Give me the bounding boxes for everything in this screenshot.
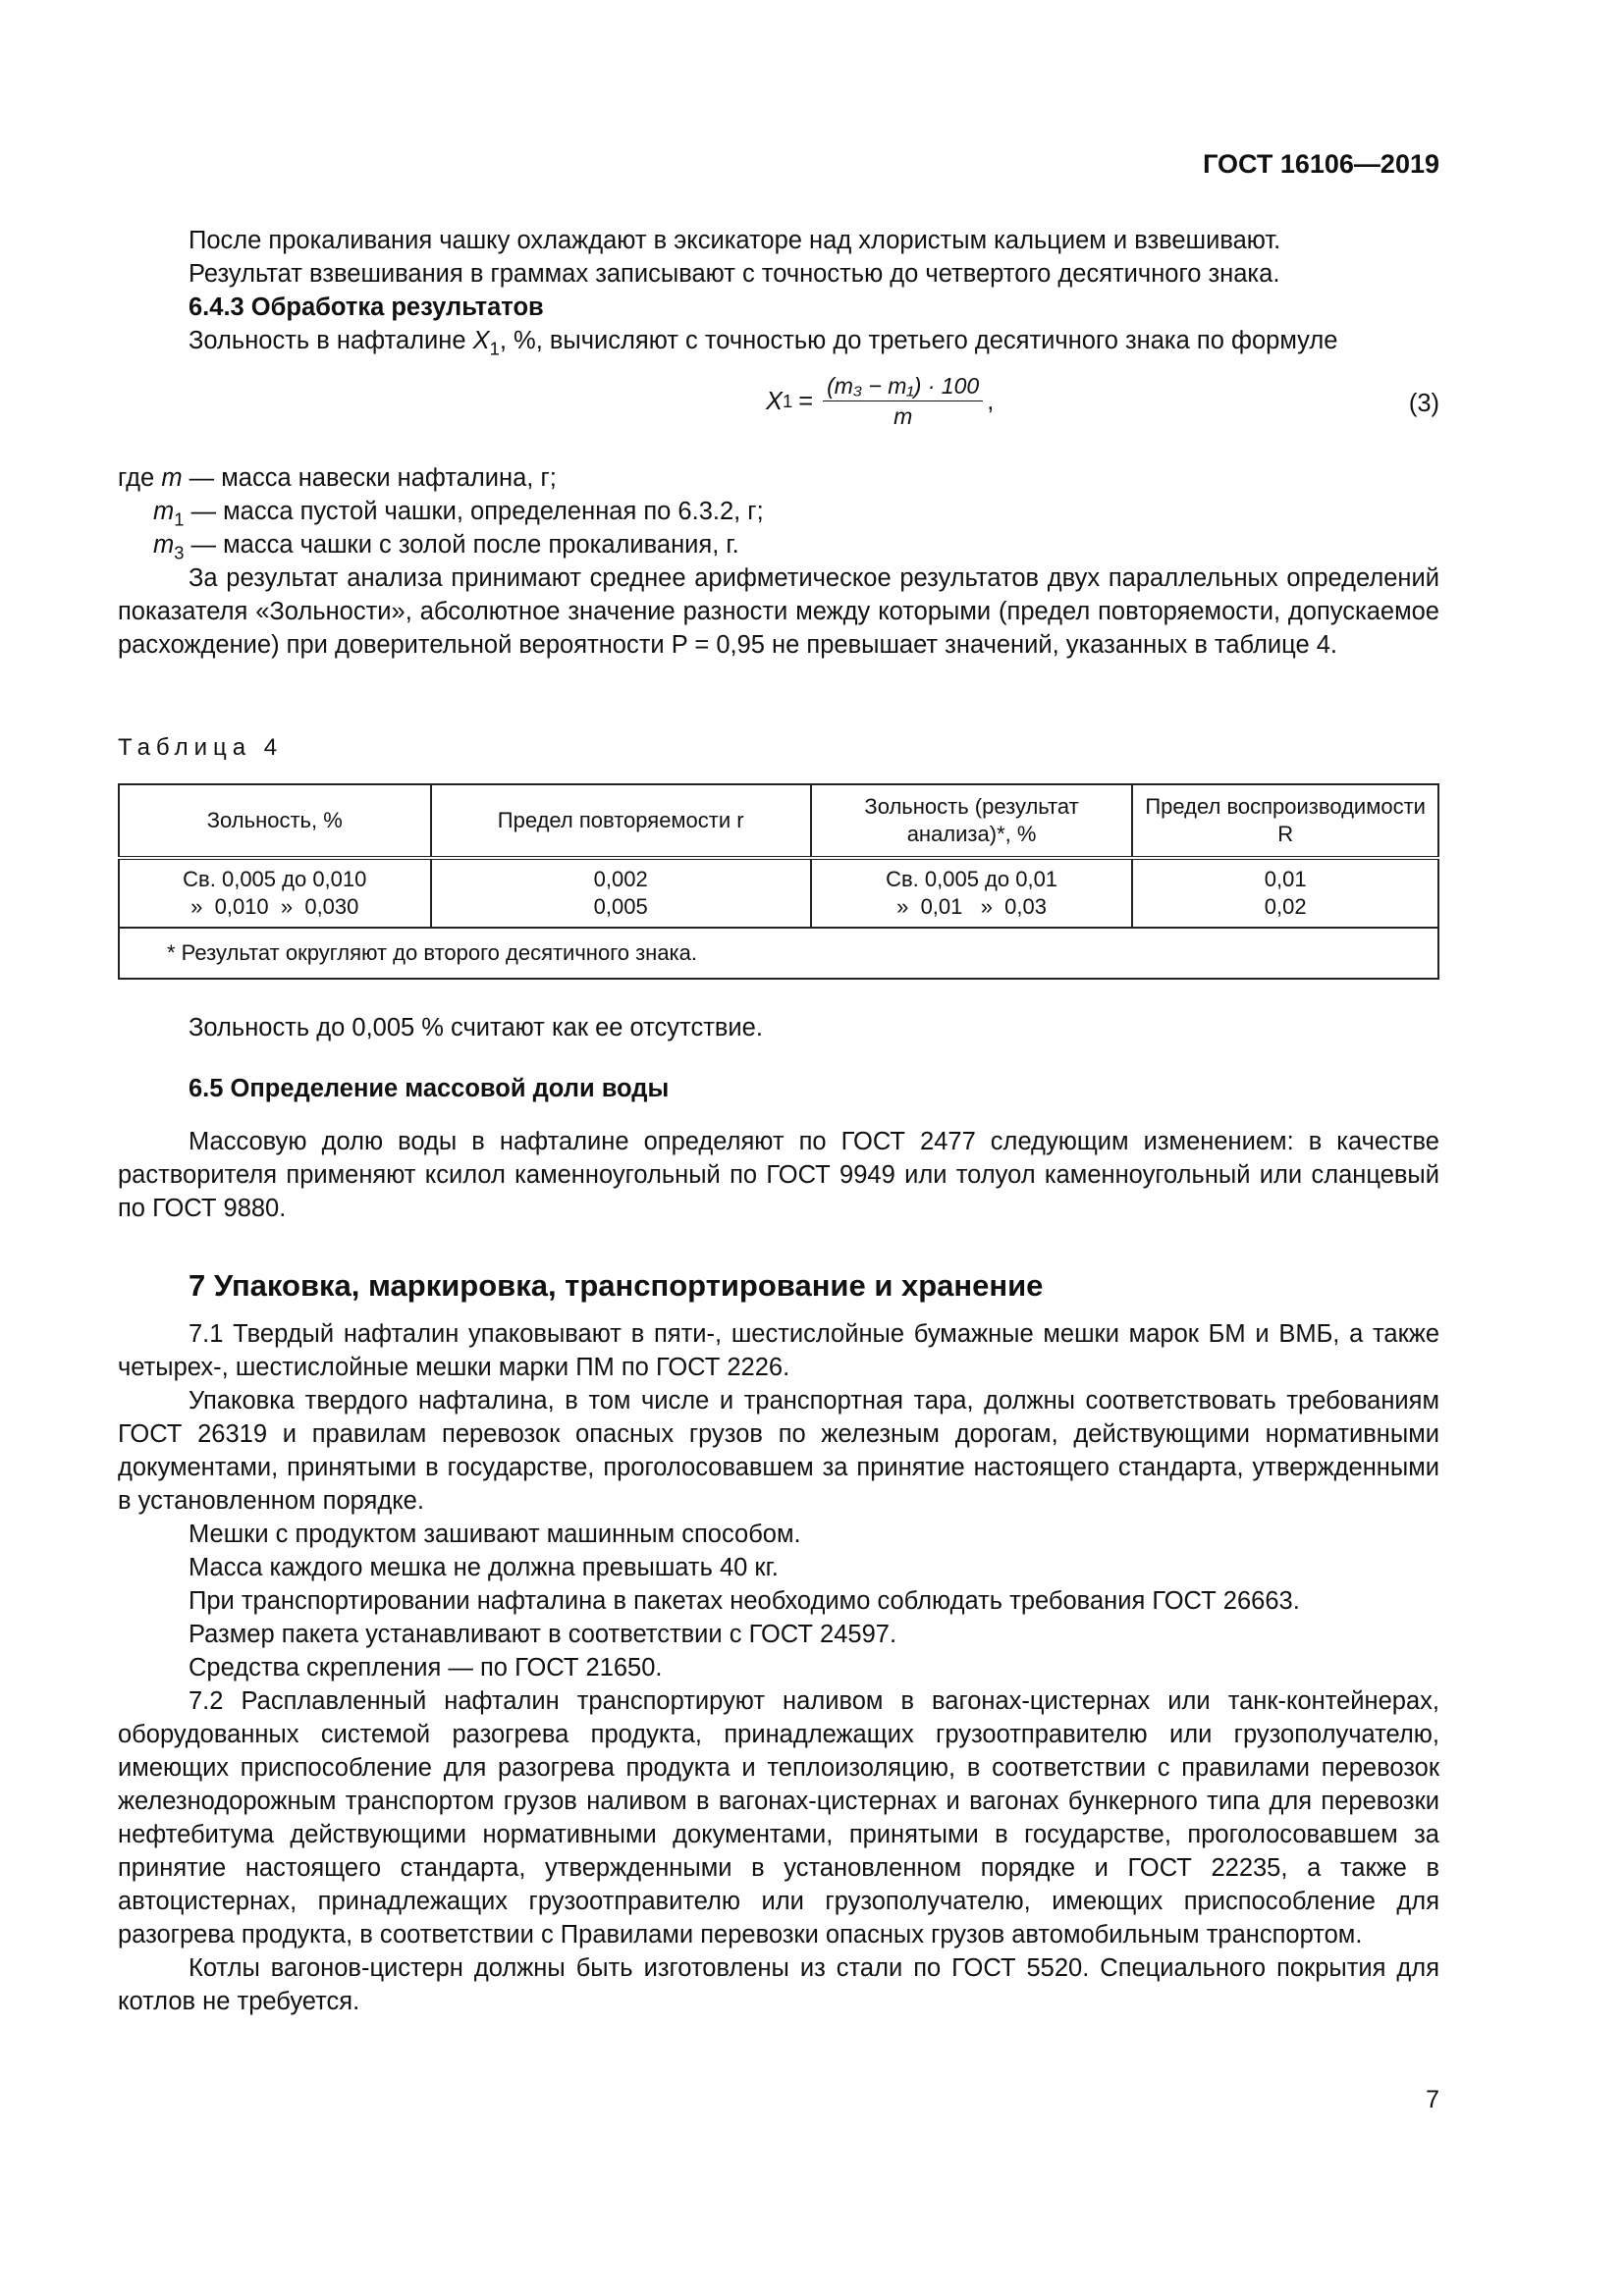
where-line-1: где m — масса навески нафталина, г; [118, 464, 557, 492]
table-4 [118, 783, 1439, 980]
section-7-sewing: Мешки с продуктом зашивают машинным способом. [189, 1521, 801, 1548]
where-line-2: $m_1$ — масса пустой чашки, определенная по 6.3.2, г; [153, 498, 764, 530]
result-paragraph: За результат анализа принимают среднее арифметическое результатов двух параллельных определений показателя «Зольности», абсолютное значение разности между которыми (предел повторяемости, допускаемое расхождение) при доверительной вероятности P = 0,95 не превышает значений, указанных в таблице 4. [118, 564, 1439, 659]
absent-note-block [118, 1011, 1439, 1044]
page-number: 7 [1426, 2086, 1439, 2113]
table-cell: 0,01 0,02 [1132, 858, 1438, 928]
intro-block [118, 224, 1439, 357]
section-6-5-text: Массовую долю воды в нафталине определяют по ГОСТ 2477 следующим изменением: в качестве растворителя применяют ксилол каменноугольный по ГОСТ 9949 или толуол каменноугольный или сланцевый по ГОСТ 9880. [118, 1128, 1439, 1222]
section-7-size: Размер пакета устанавливают в соответствии с ГОСТ 24597. [189, 1621, 897, 1648]
section-6-4-3-text: Зольность в нафталине $X_1$, %, вычисляют с точностью до третьего десятичного знака по формуле [189, 327, 1338, 359]
var-x: X [472, 327, 490, 354]
document-header: ГОСТ 16106—2019 [1203, 149, 1439, 179]
absent-note: Зольность до 0,005 % считают как ее отсутствие. [189, 1014, 763, 1041]
table-header-cell: Зольность (результат анализа)*, % [811, 784, 1132, 858]
formula-expression: X 1 = $\frac{\text{(m₃ − m₁) · 100}}{m}$ , [766, 373, 995, 429]
section-7-2: 7.2 Расплавленный нафталин транспортируют наливом в вагонах-цистернах или танк-контейнерах, оборудованных системой разогрева продукта, принадлежащих грузоотправителю или грузополучателю, имеющих приспособление для разогрева продукта и теплоизоляцию, в соответствии с правилами перевозок железнодорожным транспортом грузов наливом в вагонах-цистернах и вагонах бункерного типа для перевозки нефтебитума действующими нормативными документами, принятыми в государстве, проголосовавшем за принятие настоящего стандарта, утвержденными в установленном порядке и ГОСТ 22235, а также в автоцистернах, принадлежащих грузоотправителю или грузополучателю, имеющих приспособление для разогрева продукта, в соответствии с Правилами перевозки опасных грузов автомобильным транспортом. [118, 1687, 1439, 1949]
table-cell: Св. 0,005 до 0,010 » 0,010 » 0,030 [119, 858, 431, 928]
formula-denominator: m [893, 403, 913, 429]
table-footnote: * Результат округляют до второго десятичного знака. [119, 928, 1438, 979]
table-header-cell: Предел воспроизводимости R [1132, 784, 1438, 858]
formula-numerator: (m₃ − m₁) · 100 [823, 371, 983, 401]
formula-lhs: X [766, 387, 784, 415]
section-6-5 [118, 1072, 1439, 1225]
section-7-mass: Масса каждого мешка не должна превышать 40 кг. [189, 1554, 779, 1581]
table-header-row [119, 784, 1438, 858]
section-6-4-3-heading: 6.4.3 Обработка результатов [189, 294, 544, 321]
table-footnote-row [119, 928, 1438, 979]
formula-3 [118, 371, 1439, 440]
section-7-fixing: Средства скрепления — по ГОСТ 21650. [189, 1654, 663, 1682]
table-cell: Св. 0,005 до 0,01 » 0,01 » 0,03 [811, 858, 1132, 928]
formula-equals: = [798, 387, 814, 415]
intro-line-1: После прокаливания чашку охлаждают в эксикаторе над хлористым кальцием и взвешивают. [189, 227, 1281, 254]
table-header-cell: Зольность, % [119, 784, 431, 858]
table-header-cell: Предел повторяемости r [431, 784, 811, 858]
intro-line-2: Результат взвешивания в граммах записывают с точностью до четвертого десятичного знака. [189, 260, 1280, 288]
formula-comma: , [987, 387, 995, 415]
section-7-1: 7.1 Твердый нафталин упаковывают в пяти-, шестислойные бумажные мешки марок БМ и ВМБ, а также четырех-, шестислойные мешки марки ПМ по ГОСТ 2226. [118, 1320, 1439, 1381]
section-7-transport: При транспортировании нафталина в пакетах необходимо соблюдать требования ГОСТ 26663. [189, 1587, 1300, 1615]
section-6-5-heading: 6.5 Определение массовой доли воды [189, 1075, 670, 1102]
where-block [118, 461, 1439, 662]
formula-fraction [823, 371, 983, 431]
section-7-packaging: Упаковка твердого нафталина, в том числе и транспортная тара, должны соответствовать требованиям ГОСТ 26319 и правилам перевозок опасных грузов по железным дорогам, действующими нормативными документами, принятыми в государстве, проголосовавшем за принятие настоящего стандарта, утвержденными в установленном порядке. [118, 1387, 1439, 1515]
section-7-boilers: Котлы вагонов-цистерн должны быть изготовлены из стали по ГОСТ 5520. Специального покрытия для котлов не требуется. [118, 1954, 1439, 2015]
table-cell: 0,002 0,005 [431, 858, 811, 928]
section-7 [118, 1266, 1439, 2018]
where-line-3: $m_3$ — масса чашки с золой после прокаливания, г. [153, 531, 739, 563]
formula-number: (3) [1408, 390, 1439, 417]
table-4-title: Таблица 4 [118, 734, 284, 761]
table-row [119, 858, 1438, 928]
section-7-heading: 7 Упаковка, маркировка, транспортирование и хранение [189, 1268, 1044, 1303]
